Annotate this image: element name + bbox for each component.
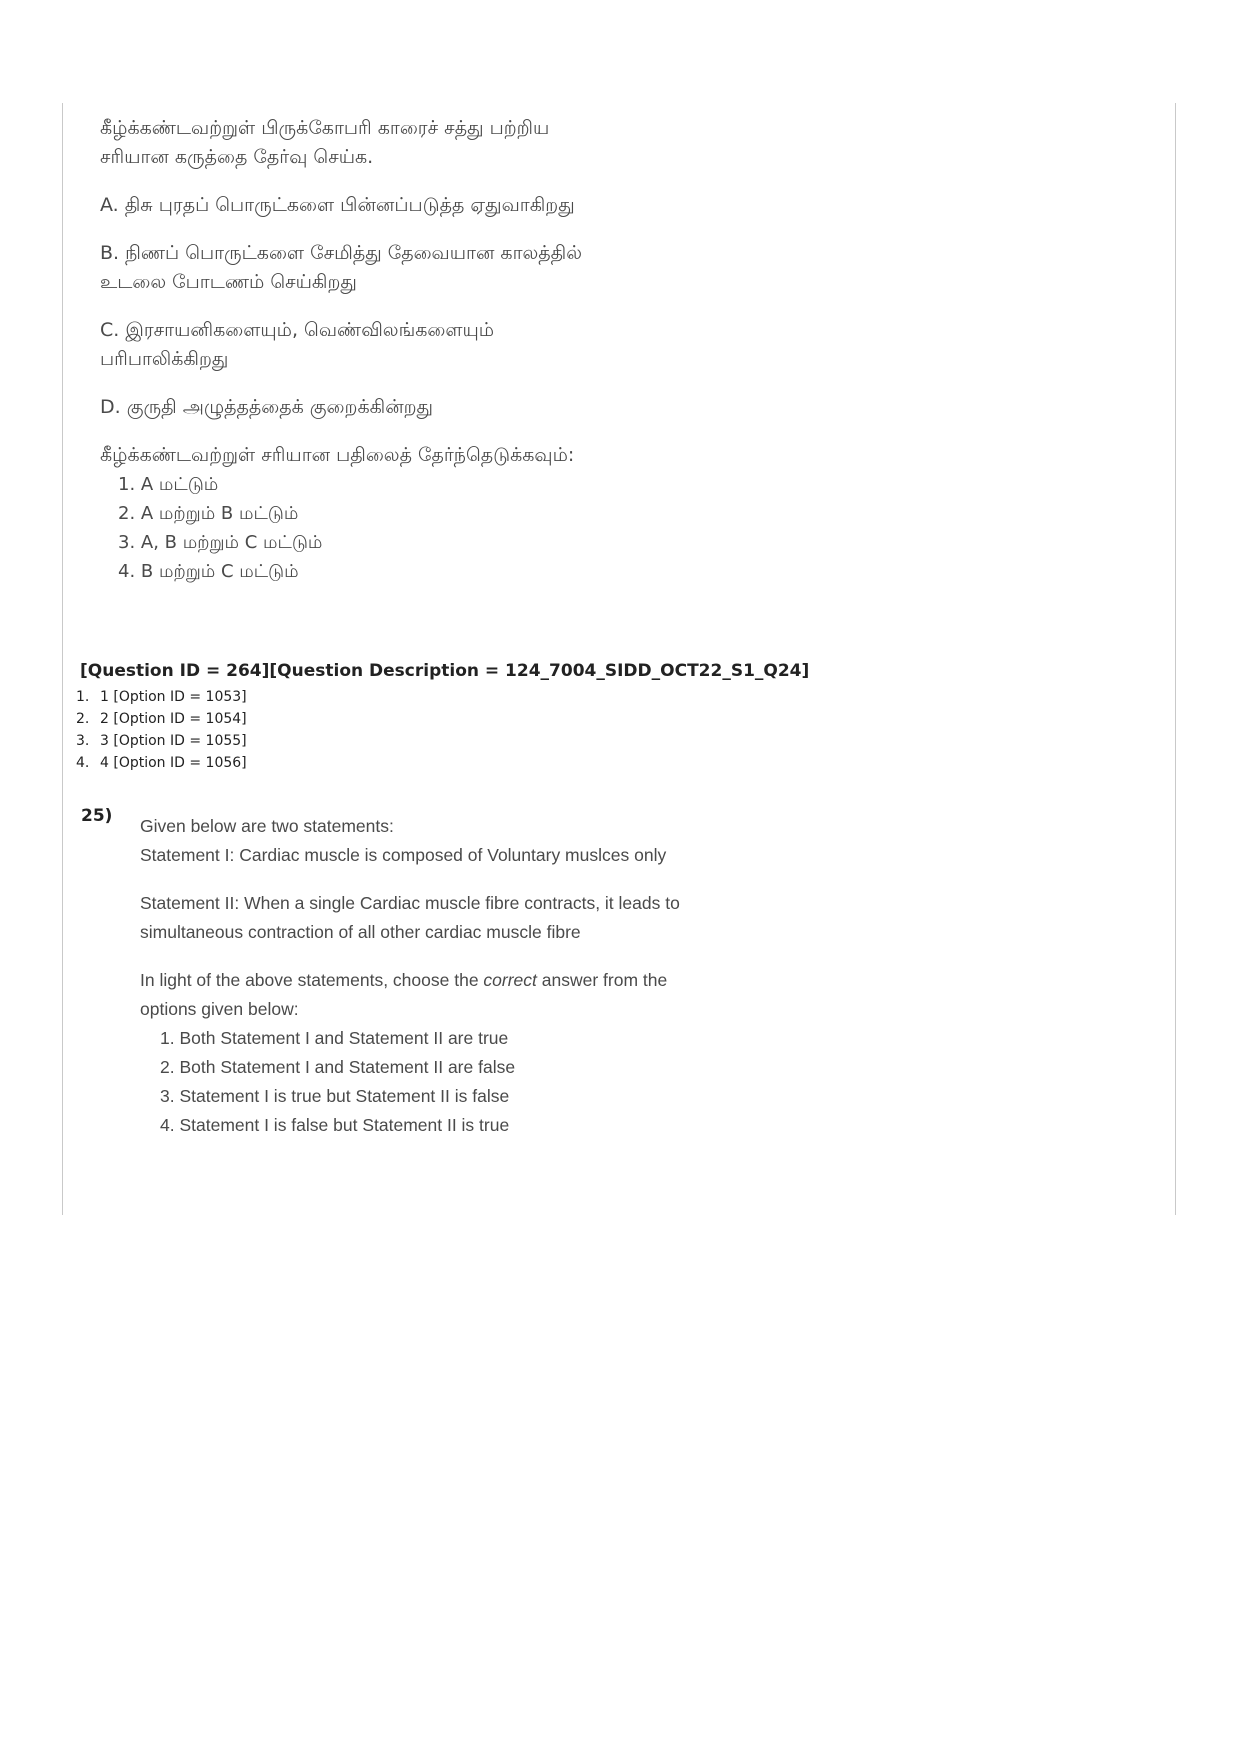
- statement-2-line-1: Statement II: When a single Cardiac muscle fibre contracts, it leads to: [140, 893, 680, 913]
- answer-choice: 4. Statement I is false but Statement II is true: [160, 1115, 510, 1135]
- question-stem-line-2: சரியான கருத்தை தேர்வு செய்க.: [100, 146, 374, 168]
- answer-choices: [100, 470, 740, 586]
- instruction-emphasis: correct: [483, 970, 537, 990]
- option-number: 4.: [76, 755, 90, 771]
- question-number: 25): [81, 806, 113, 826]
- answer-choice: 2. Both Statement I and Statement II are false: [160, 1057, 516, 1077]
- statement-c: [100, 316, 740, 374]
- statement-c-line-2: பரிபாலிக்கிறது: [100, 348, 229, 370]
- instruction-line-2: options given below:: [140, 999, 299, 1019]
- answer-choice: 1. A மட்டும்: [118, 474, 219, 495]
- option-item: [76, 708, 247, 730]
- instruction: [140, 966, 780, 1024]
- instruction-pre: In light of the above statements, choose the: [140, 970, 484, 990]
- statement-a: A. திசு புரதப் பொருட்களை பின்னப்படுத்த ஏதுவாகிறது: [100, 194, 575, 216]
- question-stem-line-1: கீழ்க்கண்டவற்றுள் பிருக்கோபரி காரைச் சத்து பற்றிய: [100, 117, 550, 139]
- option-text: 3 [Option ID = 1055]: [100, 733, 247, 749]
- question-24-body: [100, 114, 740, 586]
- question-intro: Given below are two statements:: [140, 816, 394, 836]
- answer-choice: 1. Both Statement I and Statement II are true: [160, 1028, 509, 1048]
- statement-1: Statement I: Cardiac muscle is composed of Voluntary muslces only: [140, 845, 667, 865]
- option-item: [76, 686, 247, 708]
- question-stem: [100, 114, 740, 172]
- option-number: 2.: [76, 711, 90, 727]
- question-id-line: [Question ID = 264][Question Description = 124_7004_SIDD_OCT22_S1_Q24]: [80, 661, 810, 681]
- statement-b-line-2: உடலை போடணம் செய்கிறது: [100, 271, 357, 293]
- option-item: [76, 730, 247, 752]
- option-number: 3.: [76, 733, 90, 749]
- option-number: 1.: [76, 689, 90, 705]
- instruction-post: answer from the: [536, 970, 668, 990]
- statement-b: [100, 239, 740, 297]
- answer-choice: 3. A, B மற்றும் C மட்டும்: [118, 532, 323, 553]
- answer-choices: [140, 1024, 780, 1140]
- option-text: 2 [Option ID = 1054]: [100, 711, 247, 727]
- statement-d: D. குருதி அழுத்தத்தைக் குறைக்கின்றது: [100, 396, 434, 418]
- answer-choice: 4. B மற்றும் C மட்டும்: [118, 561, 299, 582]
- option-text: 4 [Option ID = 1056]: [100, 755, 247, 771]
- question-25-body: [140, 812, 780, 1140]
- answer-choice: 2. A மற்றும் B மட்டும்: [118, 503, 299, 524]
- statement-b-line-1: B. நிணப் பொருட்களை சேமித்து தேவையான காலத்தில்: [100, 242, 582, 264]
- choose-label: கீழ்க்கண்டவற்றுள் சரியான பதிலைத் தேர்ந்தெடுக்கவும்:: [100, 444, 575, 466]
- option-text: 1 [Option ID = 1053]: [100, 689, 247, 705]
- option-id-list: [76, 686, 247, 774]
- statement-2: [140, 889, 780, 947]
- option-item: [76, 752, 247, 774]
- statement-2-line-2: simultaneous contraction of all other cardiac muscle fibre: [140, 922, 581, 942]
- statement-c-line-1: C. இரசாயனிகளையும், வெண்விலங்களையும்: [100, 319, 495, 341]
- answer-choice: 3. Statement I is true but Statement II is false: [160, 1086, 510, 1106]
